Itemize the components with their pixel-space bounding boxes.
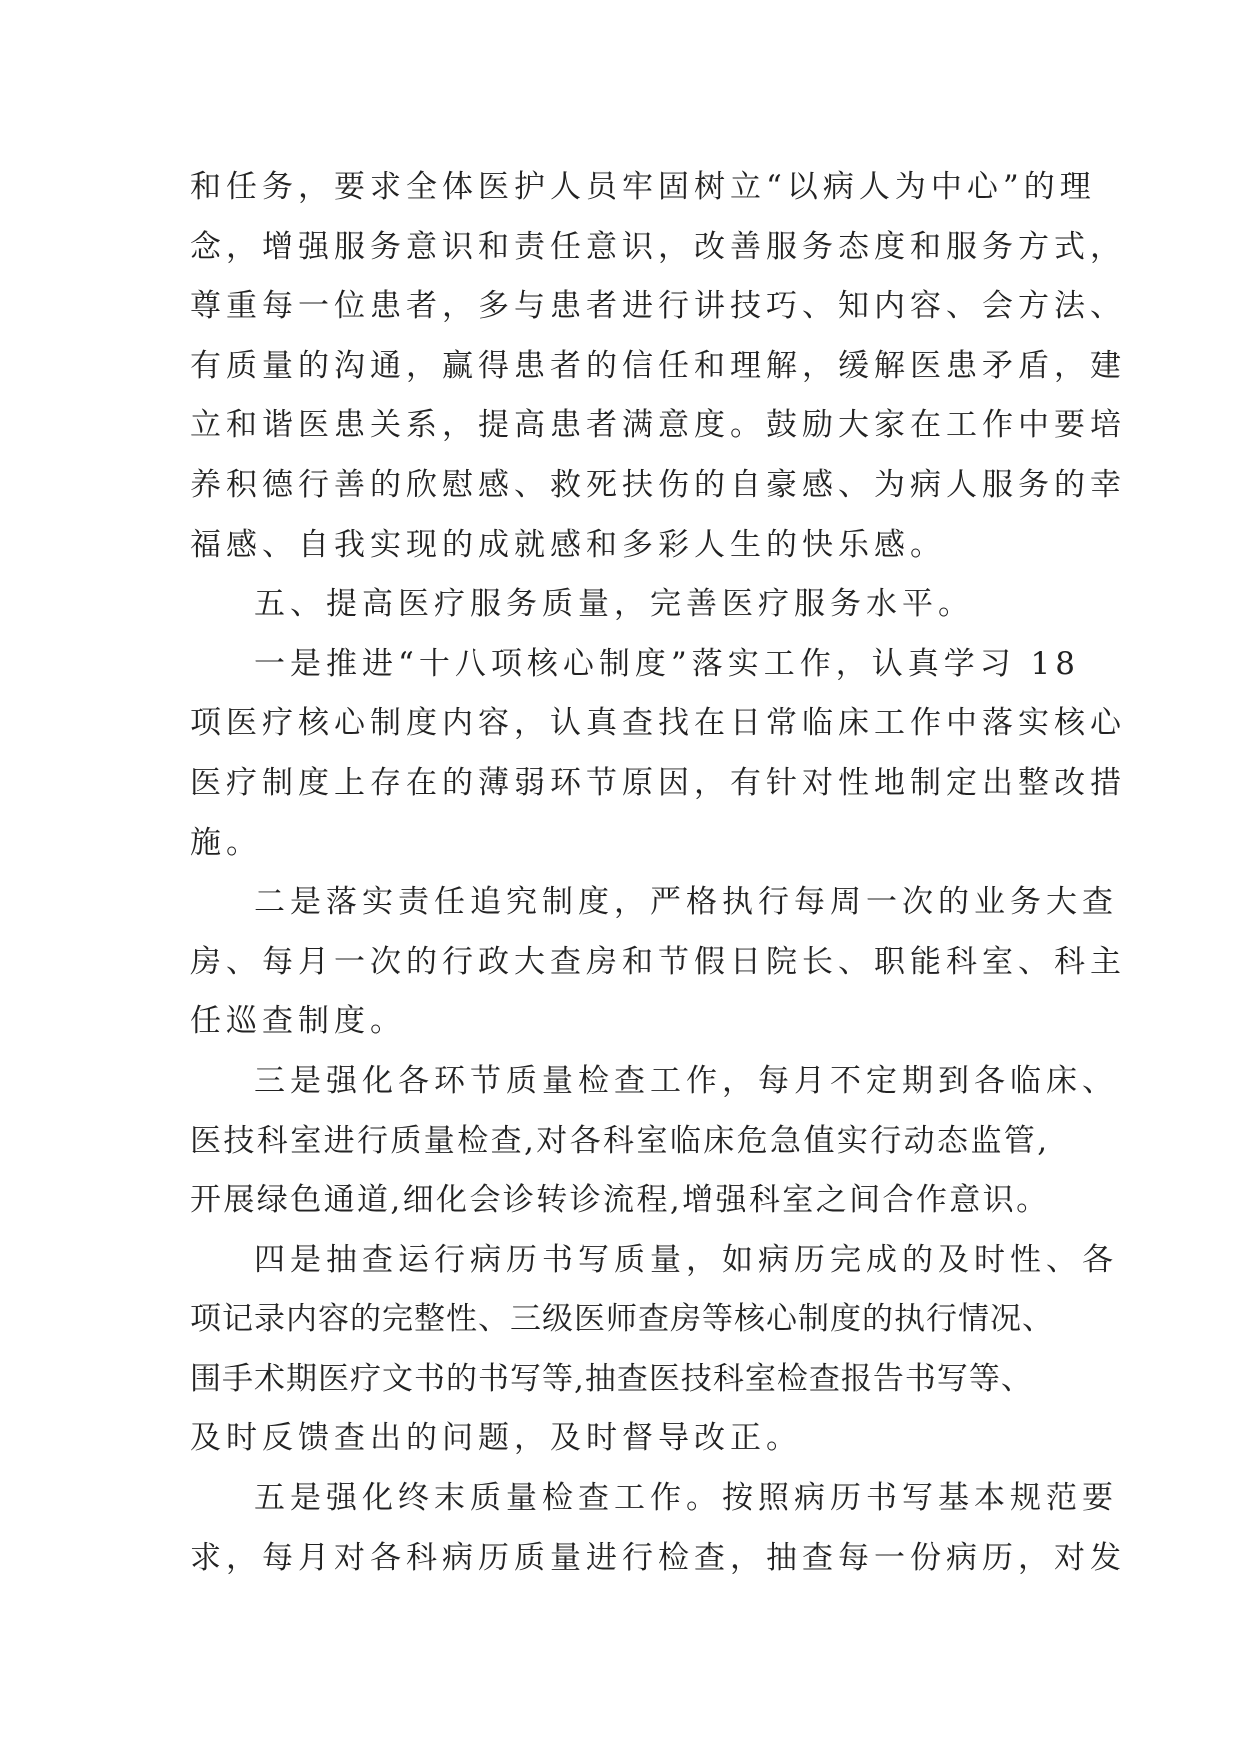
text-line: 尊重每一位患者，多与患者进行讲技巧、知内容、会方法、 [190,288,1126,325]
paragraph-start: 五是强化终末质量检查工作。按照病历书写基本规范要 [254,1480,1118,1517]
text-line: 求，每月对各科病历质量进行检查，抽查每一份病历，对发 [190,1539,1126,1576]
paragraph-start: 一是推进“十八项核心制度”落实工作，认真学习 18 [254,645,1080,682]
text-line: 施。 [190,824,262,861]
paragraph-start: 四是抽查运行病历书写质量，如病历完成的及时性、各 [254,1241,1118,1278]
text-line: 医技科室进行质量检查,对各科室临床危急值实行动态监管, [190,1122,1050,1159]
text-line: 念，增强服务意识和责任意识，改善服务态度和服务方式， [190,228,1126,265]
text-line: 养积德行善的欣慰感、救死扶伤的自豪感、为病人服务的幸 [190,466,1126,503]
text-line: 有质量的沟通，赢得患者的信任和理解，缓解医患矛盾，建 [190,347,1126,384]
text-line: 福感、自我实现的成就感和多彩人生的快乐感。 [190,526,946,563]
text-line: 及时反馈查出的问题，及时督导改正。 [190,1420,802,1457]
text-line: 项医疗核心制度内容，认真查找在日常临床工作中落实核心 [190,705,1126,742]
text-line: 项记录内容的完整性、三级医师查房等核心制度的执行情况、 [190,1301,1054,1338]
text-line: 任巡查制度。 [190,1003,406,1040]
paragraph-start: 三是强化各环节质量检查工作，每月不定期到各临床、 [254,1062,1118,1099]
text-line: 开展绿色通道,细化会诊转诊流程,增强科室之间合作意识。 [190,1182,1050,1219]
paragraph-start: 二是落实责任追究制度，严格执行每周一次的业务大查 [254,884,1118,921]
text-line: 和任务，要求全体医护人员牢固树立“以病人为中心”的理 [190,169,1096,205]
section-heading: 五、提高医疗服务质量，完善医疗服务水平。 [254,586,974,623]
text-line: 围手术期医疗文书的书写等,抽查医技科室检查报告书写等、 [190,1360,1033,1397]
text-line: 医疗制度上存在的薄弱环节原因，有针对性地制定出整改措 [190,764,1126,801]
text-line: 房、每月一次的行政大查房和节假日院长、职能科室、科主 [190,943,1126,980]
text-line: 立和谐医患关系，提高患者满意度。鼓励大家在工作中要培 [190,407,1126,444]
document-body [190,158,1126,1588]
